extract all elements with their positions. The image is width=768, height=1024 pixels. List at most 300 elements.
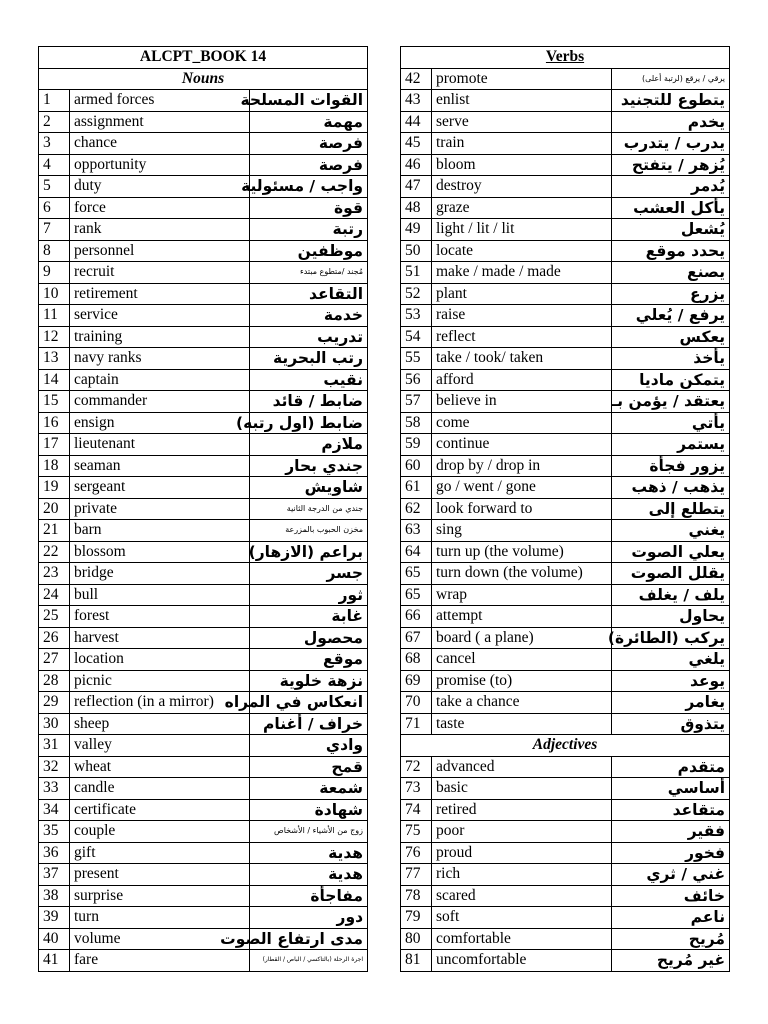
entry-number: 24 — [39, 584, 70, 606]
entry-number: 53 — [401, 305, 432, 327]
table-row — [39, 326, 368, 348]
arabic-translation: أساسي — [612, 778, 730, 800]
table-row — [401, 240, 730, 262]
arabic-translation: انعكاس في المراه — [250, 692, 368, 714]
arabic-translation: يحاول — [612, 606, 730, 628]
arabic-translation: يذهب / ذهب — [612, 477, 730, 499]
arabic-translation: اجرة الرحلة (بالتاكسي / الباص / القطار) — [250, 950, 368, 972]
arabic-translation: رتبة — [250, 219, 368, 241]
english-word: soft — [432, 907, 612, 929]
arabic-translation: ملازم — [250, 434, 368, 456]
table-row — [401, 90, 730, 112]
arabic-translation: التقاعد — [250, 283, 368, 305]
entry-number: 56 — [401, 369, 432, 391]
table-row — [39, 455, 368, 477]
entry-number: 31 — [39, 735, 70, 757]
english-word: couple — [70, 821, 250, 843]
arabic-translation: القوات المسلحة — [250, 90, 368, 112]
entry-number: 23 — [39, 563, 70, 585]
arabic-translation: متقدم — [612, 756, 730, 778]
english-word: assignment — [70, 111, 250, 133]
entry-number: 64 — [401, 541, 432, 563]
entry-number: 37 — [39, 864, 70, 886]
entry-number: 47 — [401, 176, 432, 198]
table-row — [401, 950, 730, 972]
arabic-translation: مدى ارتفاع الصوت — [250, 928, 368, 950]
arabic-translation: يقلل الصوت — [612, 563, 730, 585]
entry-number: 15 — [39, 391, 70, 413]
english-word: forest — [70, 606, 250, 628]
entry-number: 41 — [39, 950, 70, 972]
table-row — [39, 154, 368, 176]
arabic-translation: يتطلع إلى — [612, 498, 730, 520]
arabic-translation: جندي من الدرجة الثانية — [250, 498, 368, 520]
english-word: candle — [70, 778, 250, 800]
table-row — [401, 692, 730, 714]
table-row — [401, 391, 730, 413]
english-word: drop by / drop in — [432, 455, 612, 477]
table-row — [401, 369, 730, 391]
entry-number: 30 — [39, 713, 70, 735]
table-row — [39, 627, 368, 649]
english-word: look forward to — [432, 498, 612, 520]
english-word: wheat — [70, 756, 250, 778]
arabic-translation: براعم (الازهار) — [250, 541, 368, 563]
english-word: sing — [432, 520, 612, 542]
entry-number: 8 — [39, 240, 70, 262]
table-row — [401, 756, 730, 778]
english-word: light / lit / lit — [432, 219, 612, 241]
english-word: enlist — [432, 90, 612, 112]
english-word: wrap — [432, 584, 612, 606]
entry-number: 61 — [401, 477, 432, 499]
arabic-translation: يتذوق — [612, 713, 730, 735]
english-word: continue — [432, 434, 612, 456]
english-word: take / took/ taken — [432, 348, 612, 370]
table-row — [39, 197, 368, 219]
table-row — [39, 670, 368, 692]
english-word: captain — [70, 369, 250, 391]
english-word: recruit — [70, 262, 250, 284]
english-word: blossom — [70, 541, 250, 563]
entry-number: 21 — [39, 520, 70, 542]
english-word: promote — [432, 68, 612, 90]
table-row — [39, 412, 368, 434]
table-row — [401, 348, 730, 370]
entry-number: 72 — [401, 756, 432, 778]
table-row — [401, 111, 730, 133]
table-row — [39, 305, 368, 327]
english-word: volume — [70, 928, 250, 950]
table-row — [39, 584, 368, 606]
entry-number: 16 — [39, 412, 70, 434]
table-row — [39, 778, 368, 800]
arabic-translation: موظفين — [250, 240, 368, 262]
english-word: poor — [432, 821, 612, 843]
entry-number: 45 — [401, 133, 432, 155]
english-word: barn — [70, 520, 250, 542]
arabic-translation: يحدد موقع — [612, 240, 730, 262]
entry-number: 80 — [401, 928, 432, 950]
english-word: ensign — [70, 412, 250, 434]
entry-number: 35 — [39, 821, 70, 843]
english-word: proud — [432, 842, 612, 864]
table-row — [401, 584, 730, 606]
entry-number: 59 — [401, 434, 432, 456]
table-row — [401, 606, 730, 628]
table-row — [39, 541, 368, 563]
table-row — [39, 111, 368, 133]
table-row — [401, 778, 730, 800]
entry-number: 9 — [39, 262, 70, 284]
table-row — [401, 133, 730, 155]
english-word: graze — [432, 197, 612, 219]
english-word: training — [70, 326, 250, 348]
english-word: bloom — [432, 154, 612, 176]
table-row — [39, 821, 368, 843]
entry-number: 65 — [401, 584, 432, 606]
arabic-translation: شاويش — [250, 477, 368, 499]
entry-number: 50 — [401, 240, 432, 262]
table-row — [39, 369, 368, 391]
table-row — [401, 262, 730, 284]
english-word: come — [432, 412, 612, 434]
table-row — [39, 907, 368, 929]
english-word: comfortable — [432, 928, 612, 950]
arabic-translation: يُشعل — [612, 219, 730, 241]
english-word: opportunity — [70, 154, 250, 176]
table-row — [39, 90, 368, 112]
arabic-translation: خدمة — [250, 305, 368, 327]
entry-number: 13 — [39, 348, 70, 370]
entry-number: 25 — [39, 606, 70, 628]
arabic-translation: مهمة — [250, 111, 368, 133]
arabic-translation: يخدم — [612, 111, 730, 133]
entry-number: 5 — [39, 176, 70, 198]
entry-number: 11 — [39, 305, 70, 327]
arabic-translation: ضابط (اول رتبه) — [250, 412, 368, 434]
english-word: rich — [432, 864, 612, 886]
arabic-translation: يركب (الطائرة) — [612, 627, 730, 649]
arabic-translation: مُريح — [612, 928, 730, 950]
entry-number: 54 — [401, 326, 432, 348]
nouns-heading: Nouns — [39, 68, 368, 90]
english-word: uncomfortable — [432, 950, 612, 972]
arabic-translation: يغامر — [612, 692, 730, 714]
english-word: private — [70, 498, 250, 520]
arabic-translation: نقيب — [250, 369, 368, 391]
english-word: scared — [432, 885, 612, 907]
english-word: train — [432, 133, 612, 155]
arabic-translation: غابة — [250, 606, 368, 628]
entry-number: 74 — [401, 799, 432, 821]
arabic-translation: يأكل العشب — [612, 197, 730, 219]
table-row — [39, 176, 368, 198]
entry-number: 7 — [39, 219, 70, 241]
entry-number: 65 — [401, 563, 432, 585]
table-row — [401, 326, 730, 348]
entry-number: 2 — [39, 111, 70, 133]
entry-number: 12 — [39, 326, 70, 348]
entry-number: 40 — [39, 928, 70, 950]
table-row — [401, 885, 730, 907]
entry-number: 44 — [401, 111, 432, 133]
english-word: rank — [70, 219, 250, 241]
entry-number: 70 — [401, 692, 432, 714]
english-word: take a chance — [432, 692, 612, 714]
english-word: afford — [432, 369, 612, 391]
table-row — [401, 412, 730, 434]
english-word: lieutenant — [70, 434, 250, 456]
arabic-translation: زوج من الأشياء / الأشخاص — [250, 821, 368, 843]
arabic-translation: يزور فجأة — [612, 455, 730, 477]
english-word: plant — [432, 283, 612, 305]
title-row — [39, 47, 368, 69]
table-row — [39, 649, 368, 671]
entry-number: 55 — [401, 348, 432, 370]
arabic-translation: شمعة — [250, 778, 368, 800]
arabic-translation: يأتي — [612, 412, 730, 434]
table-row — [39, 133, 368, 155]
table-row — [39, 606, 368, 628]
english-word: advanced — [432, 756, 612, 778]
entry-number: 71 — [401, 713, 432, 735]
table-row — [401, 563, 730, 585]
entry-number: 10 — [39, 283, 70, 305]
arabic-translation: هدية — [250, 864, 368, 886]
arabic-translation: هدية — [250, 842, 368, 864]
entry-number: 36 — [39, 842, 70, 864]
english-word: raise — [432, 305, 612, 327]
arabic-translation: شهادة — [250, 799, 368, 821]
entry-number: 57 — [401, 391, 432, 413]
arabic-translation: محصول — [250, 627, 368, 649]
table-row — [39, 219, 368, 241]
english-word: turn — [70, 907, 250, 929]
table-row — [401, 799, 730, 821]
table-row — [401, 68, 730, 90]
entry-number: 34 — [39, 799, 70, 821]
table-row — [401, 864, 730, 886]
arabic-translation: رتب البحرية — [250, 348, 368, 370]
english-word: believe in — [432, 391, 612, 413]
table-row — [39, 756, 368, 778]
english-word: retired — [432, 799, 612, 821]
table-row — [39, 735, 368, 757]
arabic-translation: فخور — [612, 842, 730, 864]
table-row — [401, 455, 730, 477]
entry-number: 39 — [39, 907, 70, 929]
english-word: sergeant — [70, 477, 250, 499]
english-word: basic — [432, 778, 612, 800]
arabic-translation: مُجند /متطوع مبتدء — [250, 262, 368, 284]
arabic-translation: يلف / يغلف — [612, 584, 730, 606]
table-row — [39, 262, 368, 284]
arabic-translation: متقاعد — [612, 799, 730, 821]
table-row — [401, 928, 730, 950]
entry-number: 29 — [39, 692, 70, 714]
table-row — [401, 670, 730, 692]
entry-number: 76 — [401, 842, 432, 864]
entry-number: 1 — [39, 90, 70, 112]
entry-number: 17 — [39, 434, 70, 456]
entry-number: 3 — [39, 133, 70, 155]
arabic-translation: نزهة خلوية — [250, 670, 368, 692]
arabic-translation: يتطوع للتجنيد — [612, 90, 730, 112]
table-row — [401, 627, 730, 649]
english-word: serve — [432, 111, 612, 133]
verbs-heading: Verbs — [401, 47, 730, 69]
title-row — [401, 47, 730, 69]
arabic-translation: يأخذ — [612, 348, 730, 370]
english-word: chance — [70, 133, 250, 155]
english-word: seaman — [70, 455, 250, 477]
entry-number: 18 — [39, 455, 70, 477]
entry-number: 62 — [401, 498, 432, 520]
entry-number: 69 — [401, 670, 432, 692]
table-row — [39, 692, 368, 714]
english-word: commander — [70, 391, 250, 413]
english-word: sheep — [70, 713, 250, 735]
entry-number: 43 — [401, 90, 432, 112]
arabic-translation: قمح — [250, 756, 368, 778]
arabic-translation: يعكس — [612, 326, 730, 348]
english-word: go / went / gone — [432, 477, 612, 499]
english-word: armed forces — [70, 90, 250, 112]
english-word: harvest — [70, 627, 250, 649]
english-word: make / made / made — [432, 262, 612, 284]
table-row — [401, 649, 730, 671]
table-row — [401, 498, 730, 520]
english-word: turn up (the volume) — [432, 541, 612, 563]
english-word: service — [70, 305, 250, 327]
entry-number: 63 — [401, 520, 432, 542]
table-row — [39, 713, 368, 735]
table-row — [39, 885, 368, 907]
entry-number: 46 — [401, 154, 432, 176]
entry-number: 60 — [401, 455, 432, 477]
arabic-translation: يدرب / يتدرب — [612, 133, 730, 155]
table-row — [401, 520, 730, 542]
table-row — [39, 283, 368, 305]
table-row — [401, 305, 730, 327]
arabic-translation: فقير — [612, 821, 730, 843]
english-word: promise (to) — [432, 670, 612, 692]
arabic-translation: يعلي الصوت — [612, 541, 730, 563]
table-row — [401, 477, 730, 499]
entry-number: 49 — [401, 219, 432, 241]
arabic-translation: يُدمر — [612, 176, 730, 198]
english-word: present — [70, 864, 250, 886]
table-row — [39, 864, 368, 886]
table-row — [39, 842, 368, 864]
arabic-translation: فرصة — [250, 133, 368, 155]
arabic-translation: خراف / أغنام — [250, 713, 368, 735]
arabic-translation: جسر — [250, 563, 368, 585]
entry-number: 20 — [39, 498, 70, 520]
table-row — [401, 154, 730, 176]
entry-number: 58 — [401, 412, 432, 434]
arabic-translation: جندي بحار — [250, 455, 368, 477]
arabic-translation: وادي — [250, 735, 368, 757]
table-row — [39, 498, 368, 520]
english-word: valley — [70, 735, 250, 757]
entry-number: 75 — [401, 821, 432, 843]
english-word: fare — [70, 950, 250, 972]
arabic-translation: يصنع — [612, 262, 730, 284]
arabic-translation: يوعد — [612, 670, 730, 692]
table-row — [401, 176, 730, 198]
arabic-translation: ضابط / قائد — [250, 391, 368, 413]
table-row — [401, 197, 730, 219]
arabic-translation: غير مُريح — [612, 950, 730, 972]
arabic-translation: يغني — [612, 520, 730, 542]
english-word: force — [70, 197, 250, 219]
entry-number: 26 — [39, 627, 70, 649]
english-word: duty — [70, 176, 250, 198]
english-word: locate — [432, 240, 612, 262]
entry-number: 28 — [39, 670, 70, 692]
table-row — [401, 713, 730, 735]
entry-number: 81 — [401, 950, 432, 972]
entry-number: 48 — [401, 197, 432, 219]
english-word: attempt — [432, 606, 612, 628]
arabic-translation: واجب / مسئولية — [250, 176, 368, 198]
table-row — [39, 520, 368, 542]
english-word: location — [70, 649, 250, 671]
table-row — [39, 799, 368, 821]
english-word: turn down (the volume) — [432, 563, 612, 585]
arabic-translation: موقع — [250, 649, 368, 671]
english-word: certificate — [70, 799, 250, 821]
english-word: cancel — [432, 649, 612, 671]
table-row — [401, 283, 730, 305]
arabic-translation: يعتقد / يؤمن بـ — [612, 391, 730, 413]
entry-number: 67 — [401, 627, 432, 649]
entry-number: 73 — [401, 778, 432, 800]
english-word: gift — [70, 842, 250, 864]
entry-number: 38 — [39, 885, 70, 907]
entry-number: 14 — [39, 369, 70, 391]
english-word: surprise — [70, 885, 250, 907]
arabic-translation: يُزهر / يتفتح — [612, 154, 730, 176]
table-row — [401, 842, 730, 864]
arabic-translation: دور — [250, 907, 368, 929]
entry-number: 22 — [39, 541, 70, 563]
arabic-translation: يلغي — [612, 649, 730, 671]
english-word: taste — [432, 713, 612, 735]
english-word: board ( a plane) — [432, 627, 612, 649]
arabic-translation: يستمر — [612, 434, 730, 456]
table-row — [401, 219, 730, 241]
book-title: ALCPT_BOOK 14 — [39, 47, 368, 69]
entry-number: 32 — [39, 756, 70, 778]
arabic-translation: تدريب — [250, 326, 368, 348]
table-row — [401, 434, 730, 456]
arabic-translation: ثور — [250, 584, 368, 606]
verbs-adjectives-table — [400, 46, 730, 972]
table-row — [401, 907, 730, 929]
table-row — [39, 950, 368, 972]
table-row — [39, 434, 368, 456]
arabic-translation: قوة — [250, 197, 368, 219]
section-row — [401, 735, 730, 757]
table-row — [39, 563, 368, 585]
english-word: reflect — [432, 326, 612, 348]
table-row — [39, 928, 368, 950]
entry-number: 79 — [401, 907, 432, 929]
arabic-translation: يرقي / يرقع (لرتبة أعلى) — [612, 68, 730, 90]
